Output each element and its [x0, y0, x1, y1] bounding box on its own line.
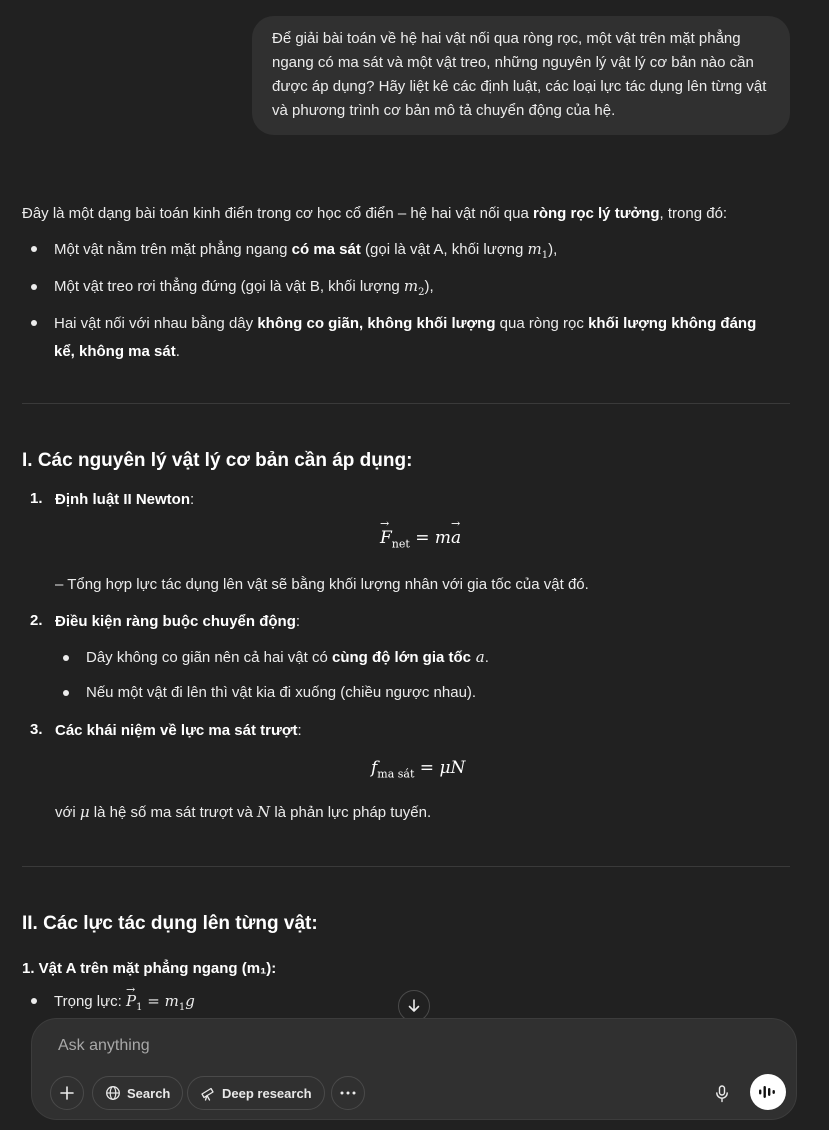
message-composer: [31, 1018, 797, 1120]
list-item: Một vật treo rơi thẳng đứng (gọi là vật B, khối lượng $m_2$),: [54, 277, 434, 298]
intro-paragraph: [22, 202, 802, 226]
user-message-text: Để giải bài toán về hệ hai vật nối qua ròng rọc, một vật trên mặt phẳng ngang có ma sát và một vật treo, những nguyên lý vật lý cơ bản nào cần được áp dụng? Hãy liệt kê các định luật, các loại lực tác dụng lên từng vật và phương trình cơ bản mô tả chuyển động của hệ.: [272, 30, 767, 119]
divider: [22, 403, 790, 404]
plus-icon: [60, 1086, 74, 1100]
dictate-button[interactable]: [709, 1081, 735, 1107]
item-description: – Tổng hợp lực tác dụng lên vật sẽ bằng khối lượng nhân với gia tốc của vật đó.: [55, 576, 589, 593]
voice-mode-button[interactable]: [750, 1074, 786, 1110]
equation-friction: $f_{ma sát} = \mu N$: [371, 758, 466, 781]
equation-newton: → $F_{net} = m\to a$: [380, 528, 461, 550]
item-title: Các khái niệm về lực ma sát trượt:: [55, 722, 302, 739]
item-title: Định luật II Newton:: [55, 491, 195, 508]
list-item: Nếu một vật đi lên thì vật kia đi xuống (chiều ngược nhau).: [86, 684, 477, 701]
intro-text: Đây là một dạng bài toán kinh điển trong cơ học cổ điển – hệ hai vật nối qua: [22, 205, 534, 222]
deep-research-button[interactable]: [187, 1076, 325, 1110]
item-description: với μ là hệ số ma sát trượt và N là phản lực pháp tuyến.: [55, 803, 432, 821]
bullet-dot: [63, 690, 69, 696]
bullet-dot: [31, 246, 37, 252]
subheading: 1. Vật A trên mặt phẳng ngang (m₁):: [22, 960, 277, 977]
more-dots-icon: [340, 1091, 356, 1095]
bullet-dot: [63, 655, 69, 661]
telescope-icon: [200, 1085, 216, 1101]
section-heading: II. Các lực tác dụng lên từng vật:: [22, 913, 318, 934]
intro-bold: ròng rọc lý tưởng: [533, 205, 660, 222]
bullet-dot: [31, 320, 37, 326]
search-label: Search: [127, 1085, 171, 1101]
list-number: 2.: [30, 612, 43, 629]
arrow-down-icon: [407, 999, 421, 1013]
globe-icon: [105, 1085, 121, 1101]
more-tools-button[interactable]: [331, 1076, 365, 1110]
bullet-dot: [31, 998, 37, 1004]
add-attachment-button[interactable]: [50, 1076, 84, 1110]
divider: [22, 866, 790, 867]
item-title: Điều kiện ràng buộc chuyển động:: [55, 613, 301, 630]
list-item: Dây không co giãn nên cả hai vật có cùng độ lớn gia tốc a.: [86, 648, 489, 666]
message-input[interactable]: Ask anything: [58, 1037, 150, 1054]
voice-waveform-icon: [758, 1084, 778, 1100]
list-number: 3.: [30, 721, 43, 738]
microphone-icon: [715, 1085, 729, 1103]
search-button[interactable]: [92, 1076, 183, 1110]
deep-research-label: Deep research: [222, 1085, 312, 1101]
intro-text-end: , trong đó:: [659, 205, 728, 222]
list-number: 1.: [30, 490, 43, 507]
list-item: Một vật nằm trên mặt phẳng ngang có ma sát (gọi là vật A, khối lượng $m_1$),: [54, 240, 558, 261]
list-item: Trọng lực: → $P_1 = m_1g$: [54, 989, 195, 1020]
section-heading: I. Các nguyên lý vật lý cơ bản cần áp dụng:: [22, 450, 413, 471]
list-item: Hai vật nối với nhau bằng dây không co giãn, không khối lượng qua ròng rọc khối lượng không đáng kể, không ma sát.: [54, 315, 757, 360]
bullet-dot: [31, 284, 37, 290]
user-message-bubble: [252, 16, 790, 135]
